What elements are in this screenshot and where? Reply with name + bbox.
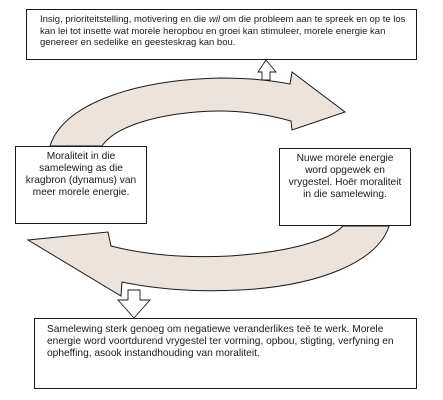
bottom-box-text: Samelewing sterk genoeg om negatiewe veranderlikes teë te werk. Morele energie word voortdurend vrygestel ter vorming, opbou, stigting, verfyning en opheffing, asook instandhouding van moraliteit. [47,324,394,359]
top-text-box [26,9,417,60]
lower-cycle-arrow [28,226,389,296]
top-box-italic-word: wil [208,14,221,25]
right-box-text: Nuwe morele energie word opgewek en vrygestel. Hoër moraliteit in die samelewing. [288,153,402,200]
top-box-text-after: om die probleem aan te spreek en op te los kan lei tot insette wat morele heropbou en groei kan stimuleer, morele energie kan genereer en sedelike en geesteskrag kan bou. [40,14,406,48]
right-text-box [279,148,411,226]
left-box-text: Moraliteit in die samelewing as die kragbron (dynamus) van meer morele energie. [25,151,137,198]
top-box-text-before: Insig, prioriteitstelling, motivering en die [40,14,209,25]
down-arrow-to-bottom-box [118,290,150,318]
top-box-text [40,14,410,49]
upper-cycle-arrow [50,72,345,146]
left-text-box [15,146,147,224]
bottom-text-box [34,318,417,389]
up-arrow-to-top-box [258,60,276,80]
